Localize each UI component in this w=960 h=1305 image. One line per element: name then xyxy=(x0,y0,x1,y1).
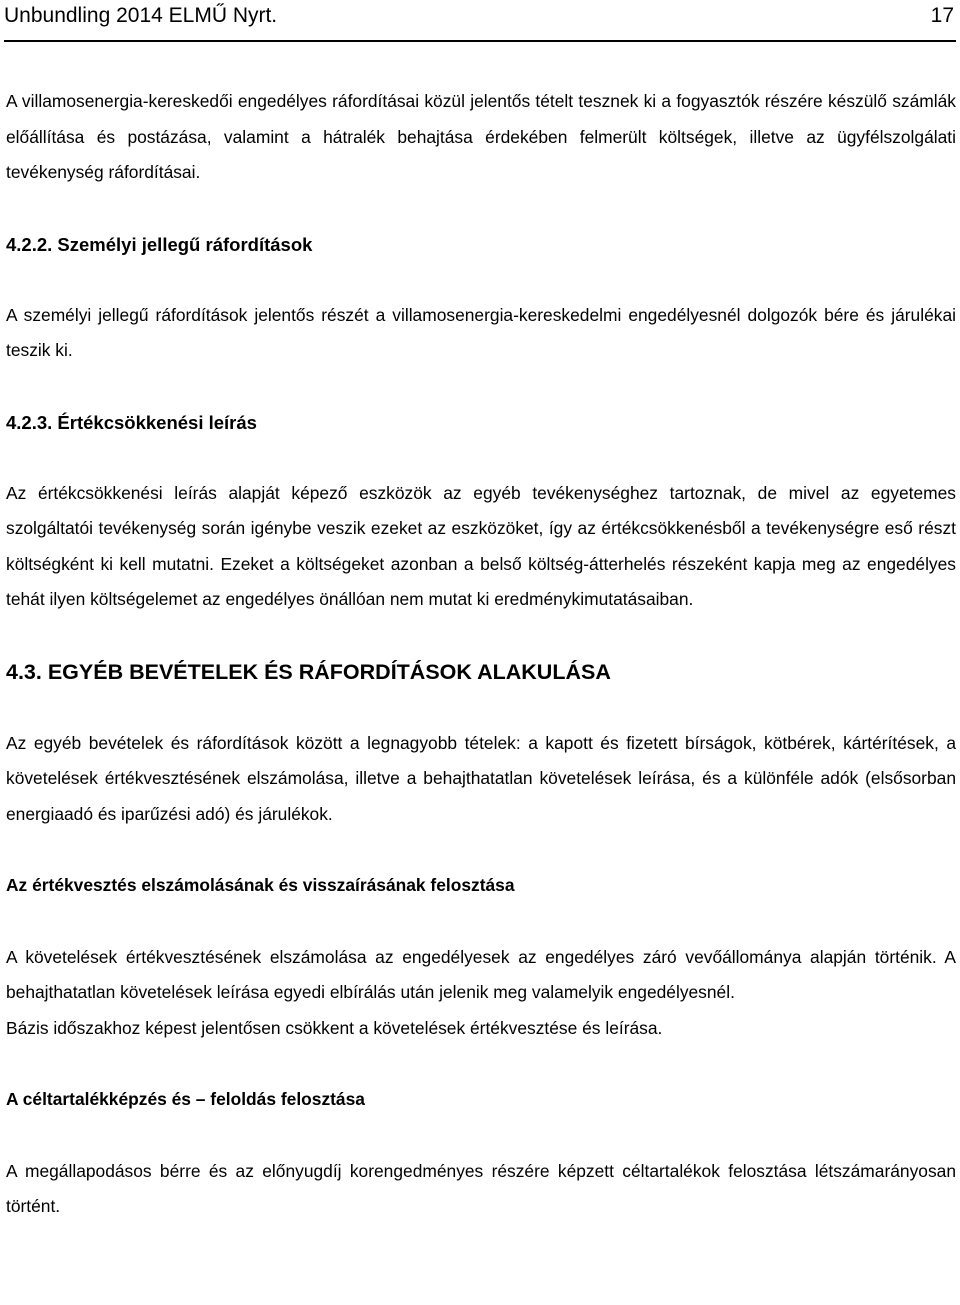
heading-4-2-2: 4.2.2. Személyi jellegű ráfordítások xyxy=(6,233,313,255)
paragraph-base-period: Bázis időszakhoz képest jelentősen csökkent a követelések értékvesztése és leírása. xyxy=(6,1017,663,1038)
document-body xyxy=(6,84,956,1225)
heading-impairment: Az értékvesztés elszámolásának és visszaírásának felosztása xyxy=(6,875,515,895)
paragraph-depreciation: Az értékcsökkenési leírás alapját képező eszközök az egyéb tevékenységhez tartoznak, de mivel az egyetemes szolgáltatói tevékenység során igénybe veszik ezeket az eszközöket, így az értékcsökkenésből a tevékenységre eső részt költségként ki kell mutatni. Ezeket a költségeket azonban a belső költség-átterhelés részeként kapja meg az engedélyes tehát ilyen költségelemet az engedélyes önállóan nem mutat ki eredménykimutatásaiban. xyxy=(6,482,956,609)
header-title: Unbundling 2014 ELMŰ Nyrt. xyxy=(4,4,278,27)
paragraph-other-income: Az egyéb bevételek és ráfordítások között a legnagyobb tételek: a kapott és fizetett bírságok, kötbérek, kártérítések, a követelések értékvesztésének elszámolása, illetve a behajthatatlan követelések leírása, és a különféle adók (elsősorban energiaadó és iparűzési adó) és járulékok. xyxy=(6,732,956,824)
heading-4-2-3: 4.2.3. Értékcsökkenési leírás xyxy=(6,411,257,433)
paragraph-provisions: A megállapodásos bérre és az előnyugdíj korengedményes részére képzett céltartalékok felosztása létszámarányosan történt. xyxy=(6,1160,956,1216)
heading-provisions: A céltartalékképzés és – feloldás felosztása xyxy=(6,1089,365,1109)
page-header xyxy=(4,4,956,42)
paragraph-personnel: A személyi jellegű ráfordítások jelentős részét a villamosenergia-kereskedelmi engedélyesnél dolgozók bére és járulékai teszik ki. xyxy=(6,304,956,360)
heading-4-3: 4.3. EGYÉB BEVÉTELEK ÉS RÁFORDÍTÁSOK ALAKULÁSA xyxy=(6,659,611,684)
page-number: 17 xyxy=(930,4,954,27)
paragraph-intro: A villamosenergia-kereskedői engedélyes ráfordításai közül jelentős tételt tesznek ki a fogyasztók részére készülő számlák előállítása és postázása, valamint a hátralék behajtása érdekében felmerült költségek, illetve az ügyfélszolgálati tevékenység ráfordításai. xyxy=(6,91,956,182)
paragraph-impairment: A követelések értékvesztésének elszámolása az engedélyesek az engedélyes záró vevőállománya alapján történik. A behajthatatlan követelések leírása egyedi elbírálás után jelenik meg valamelyik engedélyesnél. xyxy=(6,946,956,1002)
